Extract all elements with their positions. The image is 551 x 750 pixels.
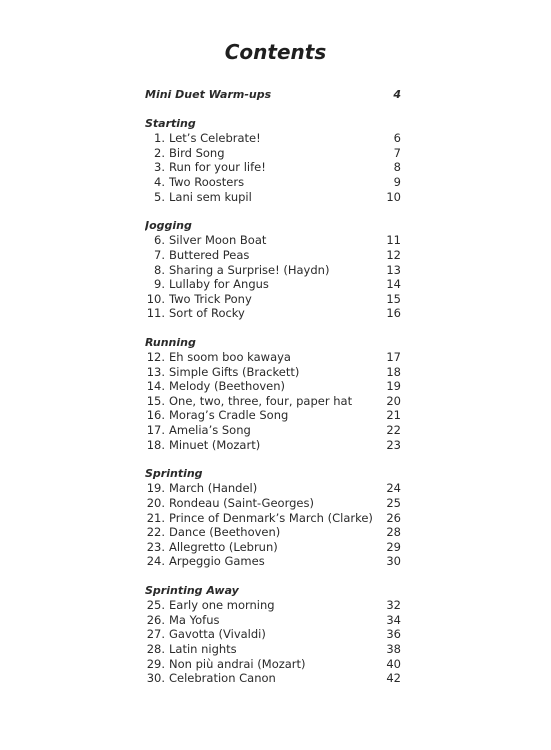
section-spacer xyxy=(145,103,401,117)
toc-entry[interactable] xyxy=(145,350,401,365)
section-heading xyxy=(145,584,401,599)
toc-entry-page: 32 xyxy=(386,598,401,613)
section-spacer xyxy=(145,204,401,219)
toc-entry-page: 42 xyxy=(386,671,401,686)
toc-entry[interactable] xyxy=(145,263,401,278)
toc-entry[interactable] xyxy=(145,554,401,569)
toc-entry-page: 34 xyxy=(386,612,401,627)
toc-entry-page: 13 xyxy=(386,262,401,277)
toc-entry-number: 28. xyxy=(146,641,165,656)
section-heading xyxy=(145,117,401,132)
toc-entry[interactable] xyxy=(145,160,401,175)
toc-entry-title: Melody (Beethoven) xyxy=(169,379,286,394)
toc-entry-page: 11 xyxy=(386,233,401,248)
toc-entry-number: 2. xyxy=(154,145,165,160)
toc-entry[interactable] xyxy=(145,408,401,423)
toc-entry-number: 12. xyxy=(146,350,165,365)
toc-entry-number: 30. xyxy=(146,671,165,686)
toc-entry[interactable] xyxy=(145,481,401,496)
toc-entry[interactable] xyxy=(145,277,401,292)
table-of-contents xyxy=(145,88,401,686)
toc-entry-title: Eh soom boo kawaya xyxy=(169,350,291,365)
toc-entry-page: 29 xyxy=(386,539,401,554)
toc-entry-page: 20 xyxy=(386,393,401,408)
toc-entry-number: 16. xyxy=(146,408,165,423)
section-title: Sprinting Away xyxy=(145,583,239,597)
toc-entry[interactable] xyxy=(145,671,401,686)
toc-entry-page: 6 xyxy=(393,131,401,146)
toc-entry-page: 8 xyxy=(393,160,401,175)
toc-entry-number: 15. xyxy=(146,393,165,408)
toc-entry-number: 26. xyxy=(146,612,165,627)
toc-entry[interactable] xyxy=(145,131,401,146)
toc-entry-title: Mini Duet Warm-ups xyxy=(145,88,272,101)
toc-entry-number: 18. xyxy=(146,437,165,452)
toc-entry-title: Gavotta (Vivaldi) xyxy=(169,627,266,642)
toc-entry-number: 9. xyxy=(154,277,165,292)
toc-entry-title: Allegretto (Lebrun) xyxy=(169,539,278,554)
toc-entry-page: 12 xyxy=(386,247,401,262)
toc-entry-page: 36 xyxy=(386,627,401,642)
toc-entry-title: Two Trick Pony xyxy=(169,291,252,306)
toc-entry-title: Rondeau (Saint-Georges) xyxy=(169,496,314,511)
section-spacer xyxy=(145,321,401,336)
toc-entry[interactable] xyxy=(145,598,401,613)
toc-entry[interactable] xyxy=(145,525,401,540)
toc-entry-number: 20. xyxy=(146,496,165,511)
toc-entry-title: Buttered Peas xyxy=(169,247,250,262)
toc-entry-page: 24 xyxy=(386,481,401,496)
toc-entry-number: 25. xyxy=(146,598,165,613)
toc-entry-number: 13. xyxy=(146,364,165,379)
section-title: Starting xyxy=(145,116,196,130)
toc-entry-number: 27. xyxy=(146,627,165,642)
toc-entry-page: 15 xyxy=(386,291,401,306)
toc-entry-title: Morag’s Cradle Song xyxy=(169,408,289,423)
toc-entry-number: 17. xyxy=(146,423,165,438)
toc-entry[interactable] xyxy=(145,379,401,394)
toc-entry[interactable] xyxy=(145,146,401,161)
toc-entry-title: Minuet (Mozart) xyxy=(169,437,261,452)
toc-entry[interactable] xyxy=(145,627,401,642)
toc-entry-page: 22 xyxy=(386,423,401,438)
toc-entry[interactable] xyxy=(145,438,401,453)
toc-entry-title: Prince of Denmark’s March (Clarke) xyxy=(169,510,373,525)
toc-entry[interactable] xyxy=(145,365,401,380)
toc-entry-page: 26 xyxy=(386,510,401,525)
toc-entry-page: 17 xyxy=(386,350,401,365)
toc-entry-page: 14 xyxy=(386,277,401,292)
toc-entry-page: 10 xyxy=(386,189,401,204)
toc-entry-page: 23 xyxy=(386,437,401,452)
toc-entry-title: One, two, three, four, paper hat xyxy=(169,393,353,408)
toc-entry-page: 9 xyxy=(393,174,401,189)
toc-entry-page: 16 xyxy=(386,306,401,321)
toc-entry-title: Simple Gifts (Brackett) xyxy=(169,364,300,379)
toc-entry-title: Bird Song xyxy=(169,145,225,160)
toc-entry-number: 8. xyxy=(154,262,165,277)
toc-entry-page: 7 xyxy=(393,145,401,160)
toc-entry-number: 10. xyxy=(146,291,165,306)
toc-entry-title: Sharing a Surprise! (Haydn) xyxy=(169,262,330,277)
toc-entry-title: Celebration Canon xyxy=(169,671,276,686)
toc-entry-title: Arpeggio Games xyxy=(169,554,265,569)
page-title: Contents xyxy=(224,40,327,64)
toc-entry[interactable] xyxy=(145,306,401,321)
toc-entry-title: Lani sem kupil xyxy=(169,189,252,204)
toc-entry-page: 4 xyxy=(393,88,401,101)
toc-entry-title: Lullaby for Angus xyxy=(169,277,269,292)
toc-entry-title: Amelia’s Song xyxy=(169,423,251,438)
toc-entry-number: 19. xyxy=(146,481,165,496)
toc-entry-title: Early one morning xyxy=(169,598,275,613)
toc-entry[interactable] xyxy=(145,175,401,190)
toc-entry-page: 18 xyxy=(386,364,401,379)
section-heading xyxy=(145,467,401,482)
toc-entry-page: 30 xyxy=(386,554,401,569)
toc-entry[interactable] xyxy=(145,657,401,672)
section-title: Sprinting xyxy=(145,466,203,480)
toc-entry-page: 21 xyxy=(386,408,401,423)
toc-entry-title: Ma Yofus xyxy=(169,612,220,627)
toc-entry[interactable] xyxy=(145,423,401,438)
toc-entry[interactable] xyxy=(145,511,401,526)
toc-entry-page: 40 xyxy=(386,656,401,671)
toc-entry[interactable] xyxy=(145,190,401,205)
toc-entry-number: 21. xyxy=(146,510,165,525)
toc-entry-title: Two Roosters xyxy=(169,174,245,189)
section-heading xyxy=(145,219,401,234)
toc-entry[interactable] xyxy=(145,540,401,555)
toc-entry-number: 3. xyxy=(154,160,165,175)
section-spacer xyxy=(145,569,401,584)
toc-entry-number: 1. xyxy=(154,131,165,146)
toc-entry[interactable] xyxy=(145,394,401,409)
toc-entry-title: Dance (Beethoven) xyxy=(169,525,281,540)
toc-entry[interactable] xyxy=(145,642,401,657)
toc-entry-title: Non più andrai (Mozart) xyxy=(169,656,306,671)
toc-entry-title: Silver Moon Boat xyxy=(169,233,267,248)
toc-entry-number: 4. xyxy=(154,174,165,189)
toc-entry-number: 7. xyxy=(154,247,165,262)
section-heading xyxy=(145,336,401,351)
toc-entry-number: 29. xyxy=(146,656,165,671)
toc-entry-warmups[interactable] xyxy=(145,88,401,103)
section-title: Jogging xyxy=(145,218,192,232)
toc-entry[interactable] xyxy=(145,496,401,511)
toc-entry-title: Run for your life! xyxy=(169,160,266,175)
section-spacer xyxy=(145,452,401,467)
toc-entry-page: 28 xyxy=(386,525,401,540)
toc-entry-title: Sort of Rocky xyxy=(169,306,245,321)
section-title: Running xyxy=(145,335,196,349)
toc-entry-number: 22. xyxy=(146,525,165,540)
toc-entry-title: Latin nights xyxy=(169,641,237,656)
toc-entry-number: 24. xyxy=(146,554,165,569)
toc-entry-title: Let’s Celebrate! xyxy=(169,131,261,146)
toc-entry-number: 11. xyxy=(146,306,165,321)
toc-entry-number: 14. xyxy=(146,379,165,394)
toc-sections xyxy=(145,117,401,686)
toc-entry-number: 6. xyxy=(154,233,165,248)
toc-entry[interactable] xyxy=(145,292,401,307)
toc-entry[interactable] xyxy=(145,233,401,248)
toc-entry-number: 23. xyxy=(146,539,165,554)
toc-entry-number: 5. xyxy=(154,189,165,204)
toc-entry-title: March (Handel) xyxy=(169,481,258,496)
toc-entry[interactable] xyxy=(145,613,401,628)
toc-entry-page: 38 xyxy=(386,641,401,656)
toc-entry-page: 25 xyxy=(386,496,401,511)
toc-entry-page: 19 xyxy=(386,379,401,394)
toc-entry[interactable] xyxy=(145,248,401,263)
